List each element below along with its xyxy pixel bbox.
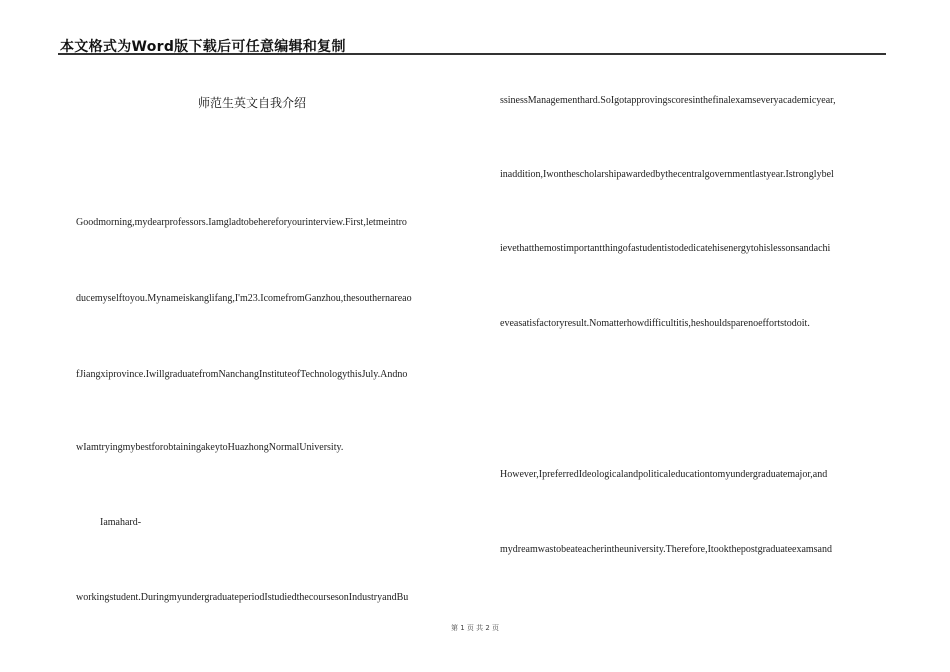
right-column-line-5: However,IpreferredIdeologicalandpoliticaleducationtomyundergraduatemajor,and bbox=[500, 469, 828, 480]
right-column-line-3: ievethatthemostimportantthingofastudentistodedicatehisenergytohislessonsandachi bbox=[500, 243, 831, 254]
right-column-line-4: eveasatisfactoryresult.Nomatterhowdifficultitis,heshouldsparenoeffortstodoit. bbox=[500, 318, 810, 329]
left-column-line-3: fJiangxiprovince.IwillgraduatefromNanchangInstituteofTechnologythisJuly.Andno bbox=[76, 369, 408, 380]
right-column-line-1: ssinessManagementhard.SoIgotapprovingscoresinthefinalexamseveryacademicyear, bbox=[500, 95, 836, 106]
page-footer: 第 1 页 共 2 页 bbox=[450, 624, 500, 632]
left-column-line-5: Iamahard- bbox=[100, 517, 142, 528]
left-column-line-4: wIamtryingmybestforobtainingakeytoHuazhongNormalUniversity. bbox=[76, 442, 344, 453]
document-title: 师范生英文自我介绍 bbox=[198, 96, 307, 110]
right-column-line-2: inaddition,Iwonthescholarshipawardedbythecentralgovernmentlastyear.Istronglybel bbox=[500, 169, 834, 180]
page-header: 本文格式为Word版下载后可任意编辑和复制 bbox=[60, 39, 346, 55]
left-column-line-6: workingstudent.DuringmyundergraduateperiodIstudiedthecoursesonIndustryandBu bbox=[76, 592, 409, 603]
right-column-line-6: mydreamwastobeateacherintheuniversity.Therefore,Itookthepostgraduateexamsand bbox=[500, 544, 832, 555]
left-column-line-1: Goodmorning,mydearprofessors.Iamgladtobehereforyourinterview.First,letmeintro bbox=[76, 217, 407, 228]
header-rule bbox=[58, 53, 886, 55]
left-column-line-2: ducemyselftoyou.Mynameiskanglifang,I'm23.IcomefromGanzhou,thesouthernareao bbox=[76, 293, 412, 304]
